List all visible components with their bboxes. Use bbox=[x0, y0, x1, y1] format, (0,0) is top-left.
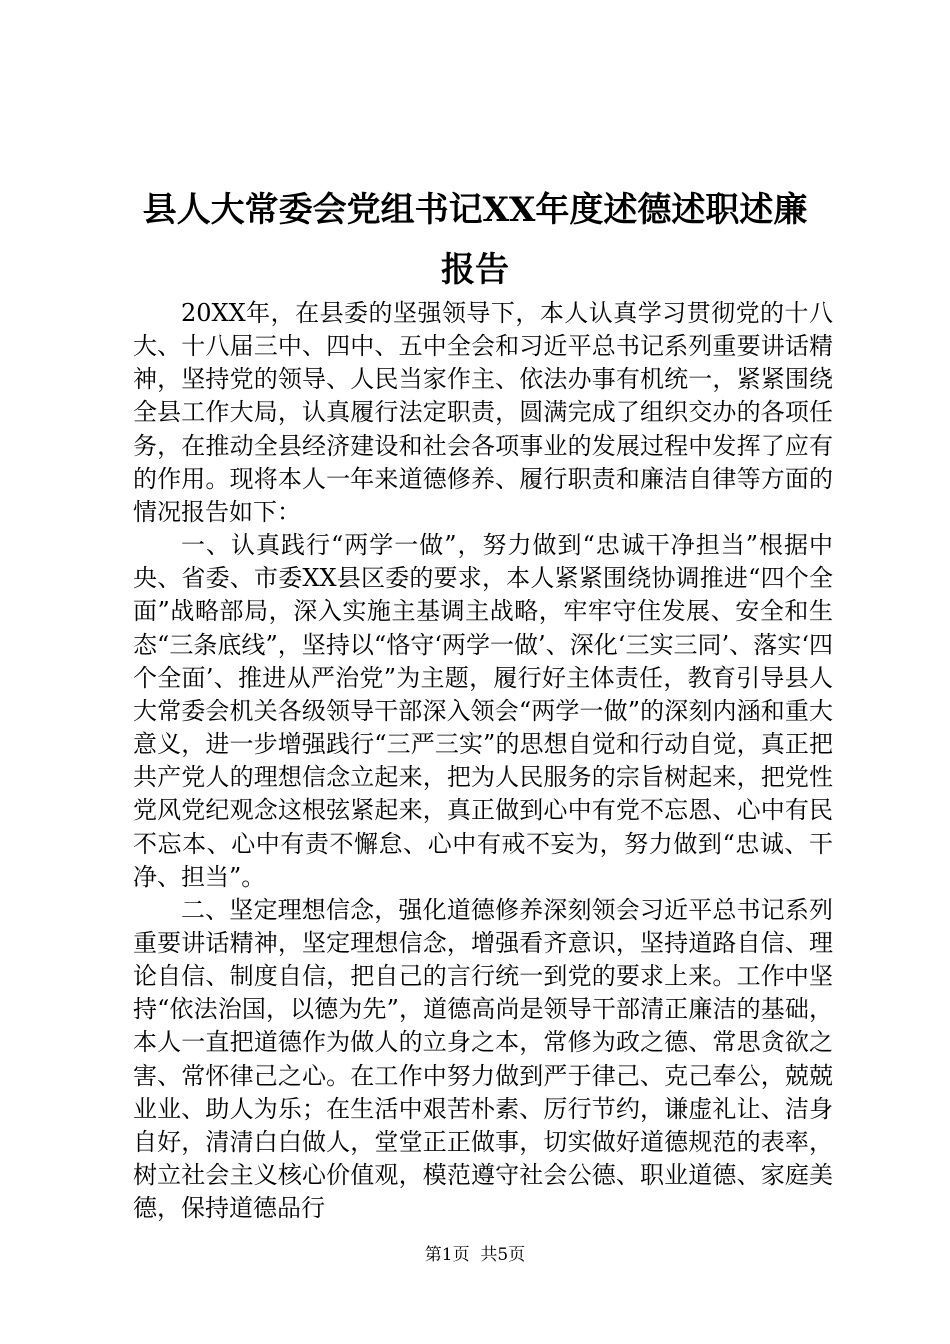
paragraph-section-1: 一、认真践行“两学一做”，努力做到“忠诚干净担当”根据中央、省委、市委XX县区委的要求，本人紧紧围绕协调推进“四个全面”战略部局，深入实施主基调主战略，牢牢守住发展、安全和生态“三条底线”，坚持以“恪守‘两学一做’、深化‘三实三同’、落实‘四个全面’、推进从严治党”为主题，履行好主体责任，教育引导县人大常委会机关各级领导干部深入领会“两学一做”的深刻内涵和重大意义，进一步增强践行“三严三实”的思想自觉和行动自觉，真正把共产党人的理想信念立起来，把为人民服务的宗旨树起来，把党性党风党纪观念这根弦紧起来，真正做到心中有党不忘恩、心中有民不忘本、心中有责不懈怠、心中有戒不妄为，努力做到“忠诚、干净、担当”。 bbox=[133, 531, 833, 891]
paragraph-section-2: 二、坚定理想信念，强化道德修养深刻领会习近平总书记系列重要讲话精神，坚定理想信念，增强看齐意识，坚持道路自信、理论自信、制度自信，把自己的言行统一到党的要求上来。工作中坚持“依法治国，以德为先”，道德高尚是领导干部清正廉洁的基础，本人一直把道德作为做人的立身之本，常修为政之德、常思贪欲之害、常怀律己之心。在工作中努力做到严于律己、克己奉公，兢兢业业、助人为乐；在生活中艰苦朴素、厉行节约，谦虚礼让、洁身自好，清清白白做人，堂堂正正做事，切实做好道德规范的表率，树立社会主义核心价值观，模范遵守社会公德、职业道德、家庭美德，保持道德品行 bbox=[133, 895, 833, 1223]
page-number: 第1页 bbox=[424, 1245, 470, 1265]
page-total: 共5页 bbox=[480, 1245, 526, 1265]
footer-spacer bbox=[470, 1245, 481, 1265]
document-body bbox=[133, 297, 833, 1225]
document-title-line-1: 县人大常委会党组书记XX年度述德述职述廉 bbox=[142, 190, 808, 230]
page-footer bbox=[0, 1244, 950, 1266]
paragraph-intro: 20XX年，在县委的坚强领导下，本人认真学习贯彻党的十八大、十八届三中、四中、五中全会和习近平总书记系列重要讲话精神，坚持党的领导、人民当家作主、依法办事有机统一，紧紧围绕全县工作大局，认真履行法定职责，圆满完成了组织交办的各项任务，在推动全县经济建设和社会各项事业的发展过程中发挥了应有的作用。现将本人一年来道德修养、履行职责和廉洁自律等方面的情况报告如下： bbox=[133, 299, 833, 526]
document-title-line-2: 报告 bbox=[441, 250, 509, 290]
